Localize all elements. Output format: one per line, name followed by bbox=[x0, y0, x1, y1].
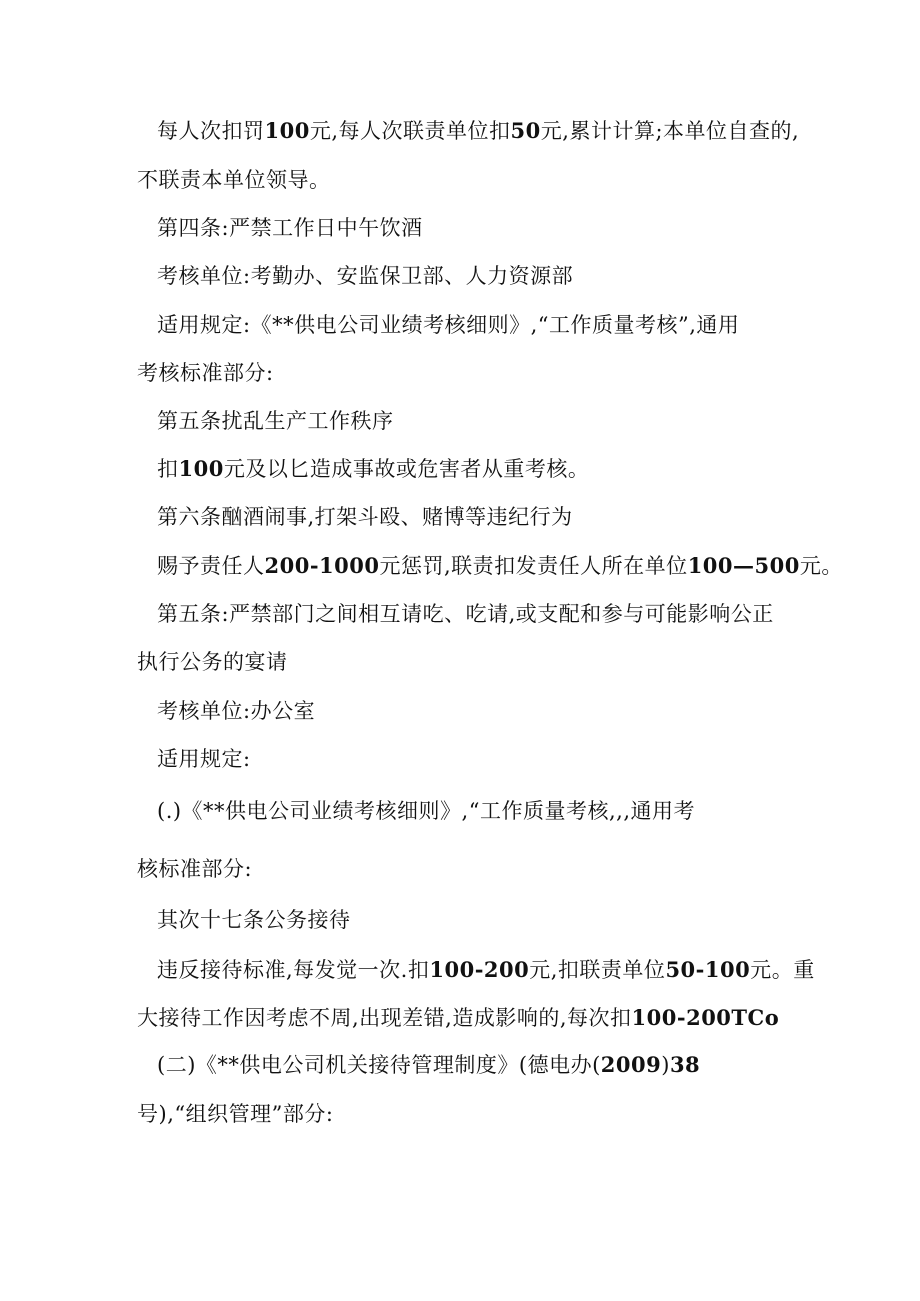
paragraph-line bbox=[157, 745, 251, 773]
paragraph-line bbox=[137, 359, 274, 387]
text-run: 元,每人次联责单位扣 bbox=[309, 119, 511, 143]
paragraph-line bbox=[157, 697, 315, 725]
paragraph-line bbox=[137, 1004, 779, 1032]
text-run: 号),“组织管理”部分: bbox=[137, 1102, 334, 1126]
bold-number: 100 bbox=[178, 456, 224, 481]
bold-number: 100 bbox=[264, 118, 310, 143]
paragraph-line bbox=[157, 797, 695, 825]
text-run: 赐予责任人 bbox=[157, 554, 265, 578]
article-heading bbox=[157, 407, 394, 435]
text-run: 适用规定:《**供电公司业绩考核细则》,“工作质量考核”,通用 bbox=[157, 313, 740, 337]
text-run: 扣 bbox=[157, 457, 179, 481]
article-heading bbox=[157, 906, 351, 934]
text-run: (.)《**供电公司业绩考核细则》,“工作质量考核,,,通用考 bbox=[157, 799, 695, 823]
text-run: 执行公务的宴请 bbox=[137, 650, 288, 674]
bold-number: 100-200 bbox=[429, 957, 530, 982]
text-run: 适用规定: bbox=[157, 747, 251, 771]
article-heading bbox=[157, 600, 774, 628]
text-run: 第六条酗酒闹事,打架斗殴、赌博等违纪行为 bbox=[157, 505, 573, 529]
text-run: 第五条:严禁部门之间相互请吃、吃请,或支配和参与可能影响公正 bbox=[157, 602, 774, 626]
bold-number: 50-100 bbox=[665, 957, 751, 982]
article-heading bbox=[157, 214, 423, 242]
text-run: (二)《**供电公司机关接待管理制度》(德电办( bbox=[157, 1053, 601, 1077]
paragraph-line bbox=[157, 455, 589, 483]
text-run: 考核标准部分: bbox=[137, 361, 274, 385]
paragraph-line bbox=[157, 117, 799, 145]
text-run: 考核单位:考勤办、安监保卫部、人力资源部 bbox=[157, 264, 574, 288]
text-run: 第四条:严禁工作日中午饮酒 bbox=[157, 216, 423, 240]
paragraph-line bbox=[157, 262, 573, 290]
text-run: 元,扣联责单位 bbox=[529, 958, 666, 982]
text-run: 第五条扰乱生产工作秩序 bbox=[157, 409, 394, 433]
bold-number: 100-200TCo bbox=[631, 1005, 780, 1030]
text-run: 不联责本单位领导。 bbox=[137, 168, 331, 192]
paragraph-line bbox=[137, 648, 288, 676]
bold-number: 2009 bbox=[600, 1052, 662, 1077]
text-run: 考核单位:办公室 bbox=[157, 699, 316, 723]
bold-number: 200-1000 bbox=[264, 553, 380, 578]
bold-number: 100—500 bbox=[687, 553, 800, 578]
paragraph-line bbox=[137, 1100, 333, 1128]
text-run: 违反接待标准,每发觉一次.扣 bbox=[157, 958, 430, 982]
text-run: 每人次扣罚 bbox=[157, 119, 265, 143]
text-run: 大接待工作因考虑不周,出现差错,造成影响的,每次扣 bbox=[137, 1006, 632, 1030]
text-run: 元,累计计算;本单位自查的, bbox=[540, 119, 800, 143]
article-heading bbox=[157, 503, 573, 531]
bold-number: 50 bbox=[510, 118, 541, 143]
text-run: 核标准部分: bbox=[137, 857, 253, 881]
paragraph-line bbox=[157, 311, 739, 339]
paragraph-line bbox=[137, 166, 331, 194]
text-run: 元及以匕造成事故或危害者从重考核。 bbox=[223, 457, 590, 481]
paragraph-line bbox=[157, 1051, 700, 1079]
paragraph-line bbox=[137, 855, 252, 883]
text-run: 其次十七条公务接待 bbox=[157, 908, 351, 932]
text-run: 元。重 bbox=[750, 958, 815, 982]
text-run: 元。 bbox=[799, 554, 843, 578]
paragraph-line bbox=[157, 956, 815, 984]
bold-number: 38 bbox=[669, 1052, 701, 1077]
text-run: 元惩罚,联责扣发责任人所在单位 bbox=[379, 554, 688, 578]
text-run: ) bbox=[661, 1053, 670, 1077]
paragraph-line bbox=[157, 552, 843, 580]
